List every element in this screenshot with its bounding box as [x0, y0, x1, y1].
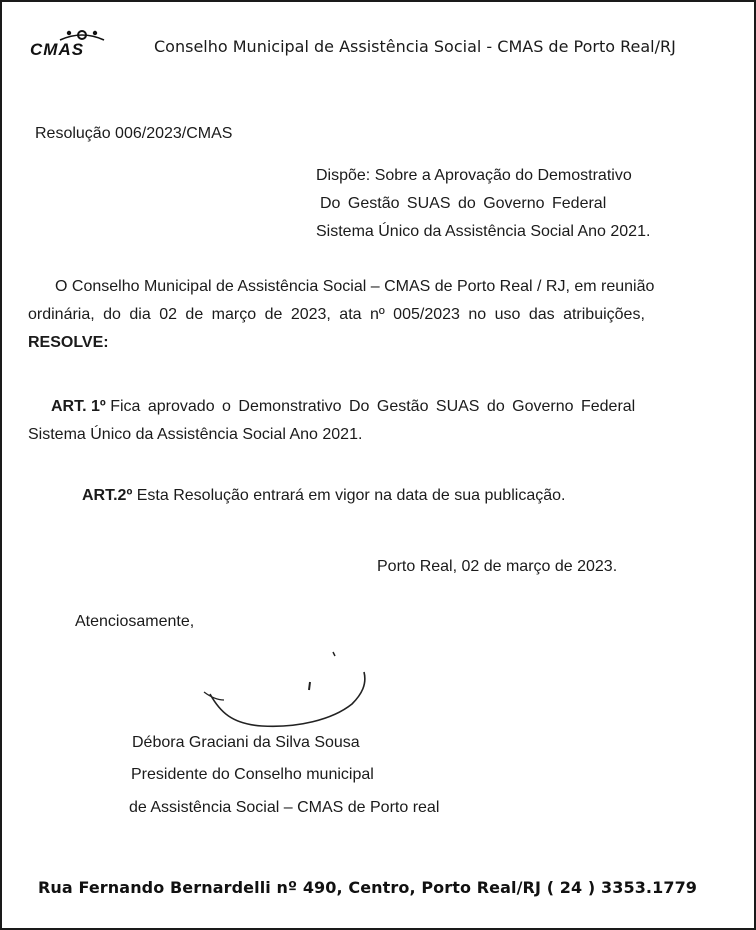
art1-label: ART. 1º	[51, 398, 106, 415]
art1-text-line-2: Sistema Único da Assistência Social Ano 2021.	[28, 426, 363, 443]
art2-label: ART.2º	[82, 487, 133, 504]
dispoe-line-3: Sistema Único da Assistência Social Ano 2021.	[316, 223, 651, 240]
logo-text: CMAS	[30, 40, 85, 59]
intro-line-2: ordinária, do dia 02 de março de 2023, ata nº 005/2023 no uso das atribuições,	[28, 306, 645, 323]
dispoe-line-1: Dispõe: Sobre a Aprovação do Demostrativo	[316, 167, 632, 184]
signatory-role-2: de Assistência Social – CMAS de Porto real	[129, 799, 440, 816]
handwritten-signature	[202, 642, 402, 737]
header-title: Conselho Municipal de Assistência Social - CMAS de Porto Real/RJ	[154, 37, 676, 56]
signatory-role-1: Presidente do Conselho municipal	[131, 766, 374, 783]
place-date: Porto Real, 02 de março de 2023.	[377, 558, 618, 575]
resolve-heading: RESOLVE:	[28, 334, 109, 351]
cmas-logo	[30, 28, 130, 62]
resolution-number: Resolução 006/2023/CMAS	[35, 125, 233, 142]
intro-line-1: O Conselho Municipal de Assistência Social – CMAS de Porto Real / RJ, em reunião	[55, 278, 655, 295]
art2-text: Esta Resolução entrará em vigor na data de sua publicação.	[136, 487, 566, 504]
dispoe-line-2: Do Gestão SUAS do Governo Federal	[320, 195, 607, 212]
art1-text-line-1: Fica aprovado o Demonstrativo Do Gestão SUAS do Governo Federal	[110, 398, 636, 415]
closing: Atenciosamente,	[75, 613, 195, 630]
signatory-name: Débora Graciani da Silva Sousa	[132, 734, 360, 751]
article-2	[82, 487, 565, 505]
intro-paragraph	[28, 273, 718, 357]
footer-address: Rua Fernando Bernardelli nº 490, Centro, Porto Real/RJ ( 24 ) 3353.1779	[38, 878, 698, 897]
article-1	[28, 393, 718, 449]
